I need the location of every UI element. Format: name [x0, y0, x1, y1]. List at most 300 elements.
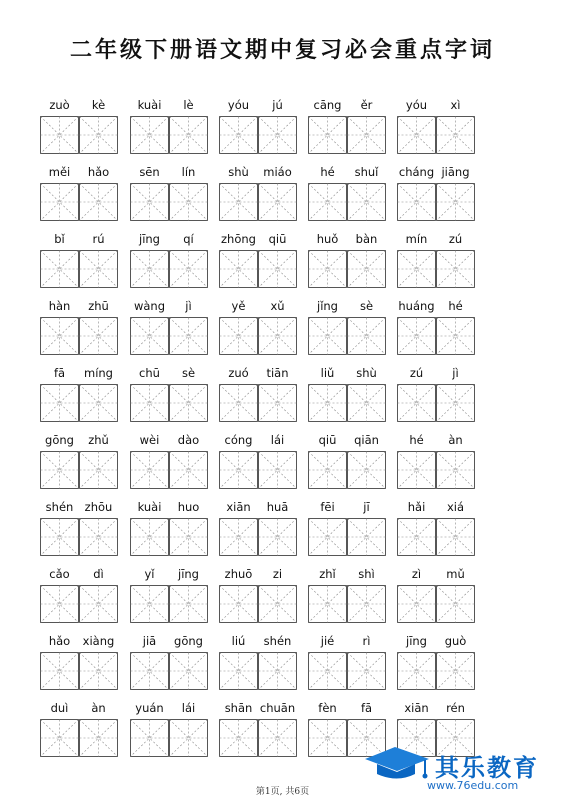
writing-boxes: [308, 250, 386, 288]
tianzige-box[interactable]: [258, 652, 297, 690]
vocab-row: [40, 230, 530, 297]
pinyin-syllable: yuán: [135, 701, 164, 715]
pinyin-syllable: lái: [181, 701, 196, 715]
vocab-item: [130, 230, 208, 288]
pinyin-syllable: zi: [272, 567, 283, 581]
writing-boxes: [219, 250, 297, 288]
pinyin-syllable: lín: [181, 165, 196, 179]
pinyin-label: [308, 431, 386, 451]
pinyin-syllable: jīng: [139, 232, 160, 246]
pinyin-label: [308, 96, 386, 116]
vocab-item: [130, 297, 208, 355]
pinyin-label: [397, 498, 475, 518]
pinyin-syllable: jì: [185, 299, 192, 313]
writing-boxes: [130, 250, 208, 288]
tianzige-box[interactable]: [40, 317, 79, 355]
tianzige-box[interactable]: [397, 652, 436, 690]
vocab-item: [219, 364, 297, 422]
vocab-row: [40, 364, 530, 431]
tianzige-box[interactable]: [219, 384, 258, 422]
pinyin-syllable: zuò: [49, 98, 70, 112]
tianzige-box[interactable]: [130, 183, 169, 221]
writing-boxes: [219, 384, 297, 422]
pinyin-syllable: xiān: [226, 500, 251, 514]
tianzige-box[interactable]: [258, 384, 297, 422]
vocab-item: [219, 230, 297, 288]
pinyin-label: [130, 364, 208, 384]
writing-boxes: [308, 518, 386, 556]
pinyin-syllable: sè: [181, 366, 196, 380]
tianzige-box[interactable]: [130, 451, 169, 489]
pinyin-syllable: měi: [48, 165, 71, 179]
vocab-item: [219, 565, 297, 623]
tianzige-box[interactable]: [308, 384, 347, 422]
pinyin-syllable: sè: [359, 299, 374, 313]
tianzige-box[interactable]: [79, 652, 118, 690]
writing-boxes: [130, 518, 208, 556]
writing-boxes: [130, 384, 208, 422]
tianzige-box[interactable]: [130, 384, 169, 422]
pinyin-syllable: duì: [50, 701, 69, 715]
logo-url: www.76edu.com: [427, 779, 519, 792]
vocab-item: [219, 632, 297, 690]
vocab-item: [397, 431, 475, 489]
writing-boxes: [219, 183, 297, 221]
pinyin-syllable: xǔ: [270, 299, 285, 313]
tianzige-box[interactable]: [169, 518, 208, 556]
writing-boxes: [40, 384, 118, 422]
pinyin-syllable: gōng: [45, 433, 74, 447]
tianzige-box[interactable]: [79, 250, 118, 288]
tianzige-box[interactable]: [258, 518, 297, 556]
pinyin-label: [308, 163, 386, 183]
vocab-item: [397, 230, 475, 288]
pinyin-syllable: shén: [45, 500, 74, 514]
tianzige-box[interactable]: [308, 518, 347, 556]
writing-boxes: [40, 518, 118, 556]
tianzige-box[interactable]: [219, 518, 258, 556]
tianzige-box[interactable]: [397, 116, 436, 154]
tianzige-box[interactable]: [40, 183, 79, 221]
pinyin-label: [40, 230, 118, 250]
tianzige-box[interactable]: [258, 585, 297, 623]
writing-boxes: [308, 317, 386, 355]
pinyin-syllable: zhǔ: [88, 433, 109, 447]
pinyin-label: [219, 565, 297, 585]
pinyin-syllable: cāng: [313, 98, 342, 112]
pinyin-syllable: jié: [320, 634, 335, 648]
pinyin-syllable: zhū: [88, 299, 109, 313]
writing-boxes: [397, 183, 475, 221]
tianzige-box[interactable]: [436, 518, 475, 556]
writing-boxes: [397, 317, 475, 355]
pinyin-syllable: xiàng: [82, 634, 115, 648]
vocab-item: [219, 96, 297, 154]
writing-boxes: [40, 116, 118, 154]
pinyin-syllable: rì: [362, 634, 371, 648]
vocab-item: [308, 364, 386, 422]
pinyin-label: [308, 297, 386, 317]
tianzige-box[interactable]: [436, 317, 475, 355]
writing-boxes: [397, 384, 475, 422]
tianzige-box[interactable]: [397, 384, 436, 422]
pinyin-label: [219, 498, 297, 518]
tianzige-box[interactable]: [79, 585, 118, 623]
tianzige-box[interactable]: [130, 250, 169, 288]
tianzige-box[interactable]: [308, 585, 347, 623]
vocab-item: [308, 297, 386, 355]
tianzige-box[interactable]: [40, 451, 79, 489]
writing-boxes: [130, 116, 208, 154]
tianzige-box[interactable]: [130, 719, 169, 757]
writing-boxes: [219, 585, 297, 623]
tianzige-box[interactable]: [397, 317, 436, 355]
tianzige-box[interactable]: [436, 250, 475, 288]
tianzige-box[interactable]: [79, 518, 118, 556]
tianzige-box[interactable]: [130, 585, 169, 623]
writing-boxes: [219, 116, 297, 154]
tianzige-box[interactable]: [397, 183, 436, 221]
vocab-item: [308, 163, 386, 221]
writing-boxes: [219, 652, 297, 690]
vocab-item: [308, 230, 386, 288]
pinyin-syllable: chū: [139, 366, 160, 380]
tianzige-box[interactable]: [219, 116, 258, 154]
logo-text: 其乐教育: [435, 754, 539, 782]
pinyin-syllable: shù: [228, 165, 249, 179]
writing-boxes: [308, 585, 386, 623]
tianzige-box[interactable]: [40, 518, 79, 556]
writing-boxes: [308, 384, 386, 422]
pinyin-label: [130, 96, 208, 116]
pinyin-syllable: jī: [363, 500, 370, 514]
vocab-item: [397, 297, 475, 355]
vocab-item: [130, 96, 208, 154]
pinyin-syllable: wàng: [133, 299, 166, 313]
tianzige-box[interactable]: [219, 250, 258, 288]
vocab-item: [130, 632, 208, 690]
pinyin-syllable: shén: [263, 634, 292, 648]
tianzige-box[interactable]: [397, 585, 436, 623]
pinyin-syllable: jiā: [142, 634, 157, 648]
pinyin-syllable: míng: [84, 366, 113, 380]
pinyin-label: [308, 230, 386, 250]
vocab-item: [308, 565, 386, 623]
tianzige-box[interactable]: [169, 317, 208, 355]
pinyin-syllable: zú: [409, 366, 424, 380]
pinyin-syllable: huáng: [398, 299, 435, 313]
tianzige-box[interactable]: [40, 116, 79, 154]
writing-boxes: [219, 719, 297, 757]
pinyin-label: [397, 431, 475, 451]
writing-boxes: [397, 451, 475, 489]
tianzige-box[interactable]: [169, 384, 208, 422]
tianzige-box[interactable]: [258, 250, 297, 288]
writing-boxes: [40, 719, 118, 757]
vocab-item: [308, 632, 386, 690]
pinyin-syllable: guò: [444, 634, 467, 648]
writing-boxes: [130, 451, 208, 489]
tianzige-box[interactable]: [79, 384, 118, 422]
pinyin-syllable: huo: [177, 500, 200, 514]
pinyin-syllable: àn: [448, 433, 463, 447]
writing-boxes: [40, 451, 118, 489]
pinyin-syllable: àn: [91, 701, 106, 715]
tianzige-box[interactable]: [169, 585, 208, 623]
pinyin-syllable: cóng: [224, 433, 253, 447]
pinyin-syllable: huǒ: [316, 232, 339, 246]
tianzige-box[interactable]: [308, 317, 347, 355]
tianzige-box[interactable]: [308, 183, 347, 221]
pinyin-label: [40, 498, 118, 518]
tianzige-box[interactable]: [130, 317, 169, 355]
vocab-item: [40, 297, 118, 355]
pinyin-label: [40, 632, 118, 652]
tianzige-box[interactable]: [308, 719, 347, 757]
writing-boxes: [130, 719, 208, 757]
writing-boxes: [130, 317, 208, 355]
vocab-item: [219, 699, 297, 757]
vocab-item: [397, 364, 475, 422]
vocab-item: [130, 699, 208, 757]
writing-boxes: [397, 518, 475, 556]
tianzige-box[interactable]: [40, 384, 79, 422]
tianzige-box[interactable]: [397, 250, 436, 288]
tianzige-box[interactable]: [79, 116, 118, 154]
vocab-item: [130, 431, 208, 489]
tianzige-box[interactable]: [219, 317, 258, 355]
vocab-item: [397, 632, 475, 690]
tianzige-box[interactable]: [436, 451, 475, 489]
tianzige-box[interactable]: [219, 451, 258, 489]
writing-boxes: [40, 183, 118, 221]
tianzige-box[interactable]: [436, 652, 475, 690]
tianzige-box[interactable]: [436, 116, 475, 154]
pinyin-syllable: xiān: [404, 701, 429, 715]
pinyin-syllable: shuǐ: [354, 165, 379, 179]
vocab-item: [130, 498, 208, 556]
tianzige-box[interactable]: [169, 116, 208, 154]
pinyin-syllable: qiū: [318, 433, 337, 447]
pinyin-syllable: hǎi: [407, 500, 426, 514]
tianzige-box[interactable]: [219, 652, 258, 690]
pinyin-syllable: jiāng: [441, 165, 470, 179]
pinyin-label: [40, 699, 118, 719]
pinyin-label: [308, 364, 386, 384]
writing-boxes: [308, 652, 386, 690]
tianzige-box[interactable]: [347, 652, 386, 690]
tianzige-box[interactable]: [258, 317, 297, 355]
pinyin-syllable: xì: [450, 98, 461, 112]
writing-boxes: [397, 250, 475, 288]
pinyin-label: [308, 565, 386, 585]
tianzige-box[interactable]: [347, 317, 386, 355]
pinyin-syllable: kuài: [137, 98, 162, 112]
tianzige-box[interactable]: [397, 518, 436, 556]
vocab-item: [40, 96, 118, 154]
tianzige-box[interactable]: [40, 719, 79, 757]
writing-boxes: [219, 518, 297, 556]
pinyin-label: [219, 230, 297, 250]
vocab-item: [40, 364, 118, 422]
pinyin-syllable: yǐ: [144, 567, 155, 581]
vocab-item: [40, 230, 118, 288]
pinyin-label: [397, 96, 475, 116]
tianzige-box[interactable]: [79, 183, 118, 221]
writing-boxes: [397, 652, 475, 690]
vocab-item: [40, 163, 118, 221]
tianzige-box[interactable]: [258, 116, 297, 154]
tianzige-box[interactable]: [169, 451, 208, 489]
tianzige-box[interactable]: [169, 719, 208, 757]
pinyin-label: [397, 163, 475, 183]
pinyin-syllable: mǔ: [446, 567, 465, 581]
tianzige-box[interactable]: [308, 116, 347, 154]
tianzige-box[interactable]: [130, 518, 169, 556]
vocab-item: [397, 96, 475, 154]
writing-boxes: [219, 317, 297, 355]
pinyin-syllable: bǐ: [54, 232, 65, 246]
tianzige-box[interactable]: [169, 183, 208, 221]
tianzige-box[interactable]: [347, 250, 386, 288]
pinyin-syllable: hǎo: [48, 634, 71, 648]
pinyin-syllable: shān: [224, 701, 253, 715]
tianzige-box[interactable]: [347, 116, 386, 154]
pinyin-syllable: fā: [53, 366, 66, 380]
pinyin-label: [130, 163, 208, 183]
vocab-item: [397, 498, 475, 556]
pinyin-label: [130, 498, 208, 518]
vocab-item: [219, 498, 297, 556]
tianzige-box[interactable]: [436, 384, 475, 422]
vocab-item: [40, 431, 118, 489]
tianzige-box[interactable]: [130, 652, 169, 690]
writing-boxes: [40, 652, 118, 690]
vocab-row: [40, 297, 530, 364]
pinyin-syllable: chuān: [259, 701, 296, 715]
pinyin-syllable: rén: [446, 701, 465, 715]
tianzige-box[interactable]: [347, 183, 386, 221]
pinyin-syllable: cǎo: [49, 567, 70, 581]
pinyin-label: [397, 565, 475, 585]
pinyin-syllable: fèn: [318, 701, 337, 715]
pinyin-label: [219, 364, 297, 384]
tianzige-box[interactable]: [347, 451, 386, 489]
pinyin-syllable: zhuō: [224, 567, 253, 581]
pinyin-label: [397, 632, 475, 652]
tianzige-box[interactable]: [40, 652, 79, 690]
tianzige-box[interactable]: [347, 384, 386, 422]
pinyin-label: [397, 297, 475, 317]
tianzige-box[interactable]: [219, 183, 258, 221]
writing-boxes: [130, 585, 208, 623]
tianzige-box[interactable]: [397, 451, 436, 489]
pinyin-syllable: kuài: [137, 500, 162, 514]
tianzige-box[interactable]: [79, 451, 118, 489]
vocab-row: [40, 632, 530, 699]
pinyin-label: [219, 431, 297, 451]
pinyin-syllable: jīng: [406, 634, 427, 648]
writing-boxes: [130, 652, 208, 690]
tianzige-box[interactable]: [258, 719, 297, 757]
tianzige-box[interactable]: [308, 652, 347, 690]
pinyin-label: [219, 632, 297, 652]
tianzige-box[interactable]: [40, 585, 79, 623]
tianzige-box[interactable]: [169, 250, 208, 288]
pinyin-syllable: jīng: [178, 567, 199, 581]
tianzige-box[interactable]: [40, 250, 79, 288]
pinyin-syllable: qiān: [354, 433, 379, 447]
tianzige-box[interactable]: [308, 451, 347, 489]
pinyin-syllable: qí: [183, 232, 194, 246]
pinyin-syllable: wèi: [139, 433, 160, 447]
pinyin-label: [219, 297, 297, 317]
tianzige-box[interactable]: [258, 451, 297, 489]
writing-boxes: [219, 451, 297, 489]
tianzige-box[interactable]: [219, 585, 258, 623]
pinyin-label: [40, 163, 118, 183]
tianzige-box[interactable]: [219, 719, 258, 757]
vocab-item: [219, 431, 297, 489]
pinyin-label: [219, 163, 297, 183]
pinyin-label: [130, 230, 208, 250]
tianzige-box[interactable]: [79, 317, 118, 355]
tianzige-box[interactable]: [436, 183, 475, 221]
pinyin-syllable: yóu: [227, 98, 250, 112]
page-footer: 第1页, 共6页: [255, 787, 310, 797]
vocab-item: [40, 699, 118, 757]
graduation-cap-icon: [363, 745, 433, 785]
writing-boxes: [397, 116, 475, 154]
pinyin-label: [130, 431, 208, 451]
pinyin-label: [219, 96, 297, 116]
vocab-item: [219, 297, 297, 355]
pinyin-label: [130, 699, 208, 719]
vocab-item: [308, 96, 386, 154]
tianzige-box[interactable]: [347, 518, 386, 556]
vocab-grid: [40, 96, 530, 766]
pinyin-syllable: jǐng: [317, 299, 338, 313]
writing-boxes: [397, 585, 475, 623]
vocab-row: [40, 565, 530, 632]
pinyin-syllable: jì: [452, 366, 459, 380]
pinyin-syllable: kè: [91, 98, 106, 112]
tianzige-box[interactable]: [79, 719, 118, 757]
pinyin-syllable: miáo: [263, 165, 292, 179]
vocab-row: [40, 498, 530, 565]
pinyin-syllable: mín: [405, 232, 428, 246]
tianzige-box[interactable]: [436, 585, 475, 623]
pinyin-label: [40, 431, 118, 451]
pinyin-syllable: zhǐ: [319, 567, 336, 581]
tianzige-box[interactable]: [130, 116, 169, 154]
writing-boxes: [130, 183, 208, 221]
tianzige-box[interactable]: [347, 585, 386, 623]
pinyin-syllable: zú: [448, 232, 463, 246]
pinyin-label: [130, 297, 208, 317]
tianzige-box[interactable]: [169, 652, 208, 690]
pinyin-label: [397, 364, 475, 384]
tianzige-box[interactable]: [308, 250, 347, 288]
pinyin-syllable: fēi: [320, 500, 335, 514]
vocab-item: [397, 565, 475, 623]
vocab-item: [130, 163, 208, 221]
tianzige-box[interactable]: [258, 183, 297, 221]
pinyin-syllable: huā: [266, 500, 289, 514]
pinyin-label: [219, 699, 297, 719]
vocab-row: [40, 431, 530, 498]
vocab-row: [40, 96, 530, 163]
